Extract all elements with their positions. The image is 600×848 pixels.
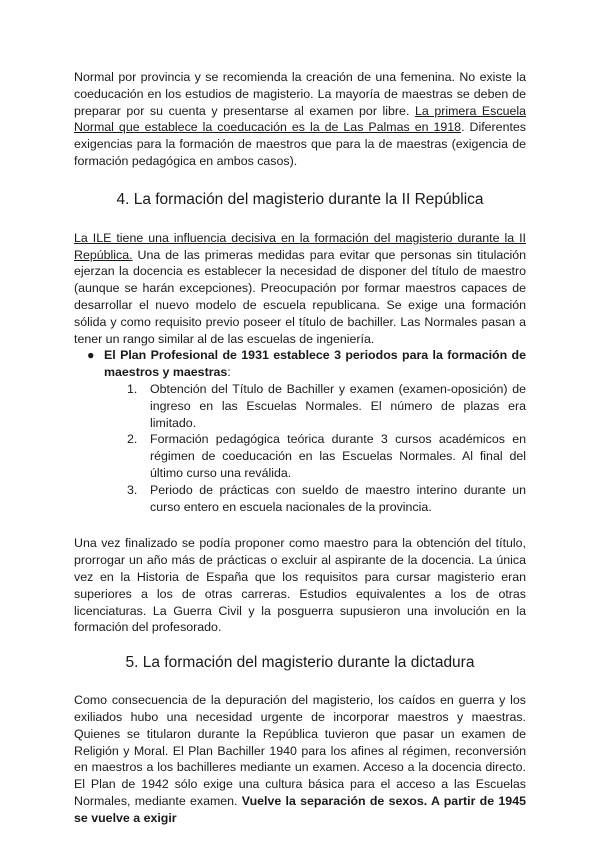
list-item-text: Formación pedagógica teórica durante 3 cursos académicos en régimen de coeducación en las Escuelas Normales. Al final del último curso una reválida.	[150, 432, 526, 480]
paragraph-text: Normal por provincia y se recomienda la creación de una femenina. No existe la coeducación en los estudios de magisterio. La mayoría de maestras se deben de preparar por su cuenta y presentarse al examen por libre.	[74, 70, 526, 118]
list-number: 1.	[127, 381, 138, 396]
paragraph-normal-provincia	[74, 69, 526, 170]
bullet-list	[74, 347, 526, 381]
paragraph-finalizado: Una vez finalizado se podía proponer como maestro para la obtención del título, prorrogar un año más de prácticas o excluir al aspirante de la docencia. La única vez en la Historia de España que los requisitos para cursar magisterio eran superiores a los de otras carreras. Estudios equivalentes a los de otras licenciaturas. La Guerra Civil y la posguerra supusieron una involución en la formación del profesorado.	[74, 536, 526, 635]
bullet-icon: ●	[87, 348, 95, 363]
underlined-text: La primera Escuela Normal que establece la coeducación es la de Las Palmas en 1918	[74, 103, 526, 135]
bold-text: Vuelve la separación de sexos. A partir de 1945 se vuelve a exigir	[74, 793, 526, 825]
list-item	[74, 482, 526, 516]
list-number: 2.	[127, 432, 138, 447]
document-page	[74, 69, 526, 826]
list-item	[74, 431, 526, 481]
paragraph-depuracion	[74, 692, 526, 826]
list-item	[74, 381, 526, 431]
paragraph-text: Como consecuencia de la depuración del magisterio, los caídos en guerra y los exiliados hubo una necesidad urgente de incorporar maestros y maestras. Quienes se titularon durante la República tuvieron que pasar un examen de Religión y Moral. El Plan Bachiller 1940 para los afines al régimen, reconversión en maestros a los bachilleres mediante un examen. Acceso a la docencia directo. El Plan de 1942 sólo exige una cultura básica para el acceso a las Escuelas Normales, mediante examen.	[74, 693, 526, 808]
bullet-bold-text: El Plan Profesional de 1931 establece 3 periodos para la formación de maestros y maestras	[104, 348, 526, 380]
list-item-text: Periodo de prácticas con sueldo de maestro interino durante un curso entero en escuela nacionales de la provincia.	[150, 482, 526, 514]
paragraph-text: . Diferentes exigencias para la formación de maestros que para la de maestras (exigencia de formación pedagógica en ambos casos).	[74, 120, 526, 168]
list-number: 3.	[127, 482, 138, 497]
bullet-item	[74, 347, 526, 381]
numbered-list	[74, 381, 526, 515]
list-item-text: Obtención del Título de Bachiller y examen (examen-oposición) de ingreso en las Escuelas Normales. El número de plazas era limitado.	[150, 381, 526, 430]
section-heading-4: 4. La formación del magisterio durante la II República	[116, 190, 484, 208]
bullet-tail: :	[227, 365, 231, 380]
paragraph-ile	[74, 230, 526, 348]
section-heading-5: 5. La formación del magisterio durante la dictadura	[125, 654, 475, 672]
underlined-text: La ILE tiene una influencia decisiva en la formación del magisterio durante la II República.	[74, 230, 526, 262]
paragraph-text: Una de las primeras medidas para evitar que personas sin titulación ejerzan la docencia es establecer la necesidad de disponer del título de maestro (aunque se harán excepciones). Preocupación por formar maestros capaces de desarrollar el nuevo modelo de escuela republicana. Se exige una formación sólida y como requisito previo poseer el título de bachiller. Las Normales pasan a tener un rango similar al de las escuelas de ingeniería.	[74, 247, 526, 346]
